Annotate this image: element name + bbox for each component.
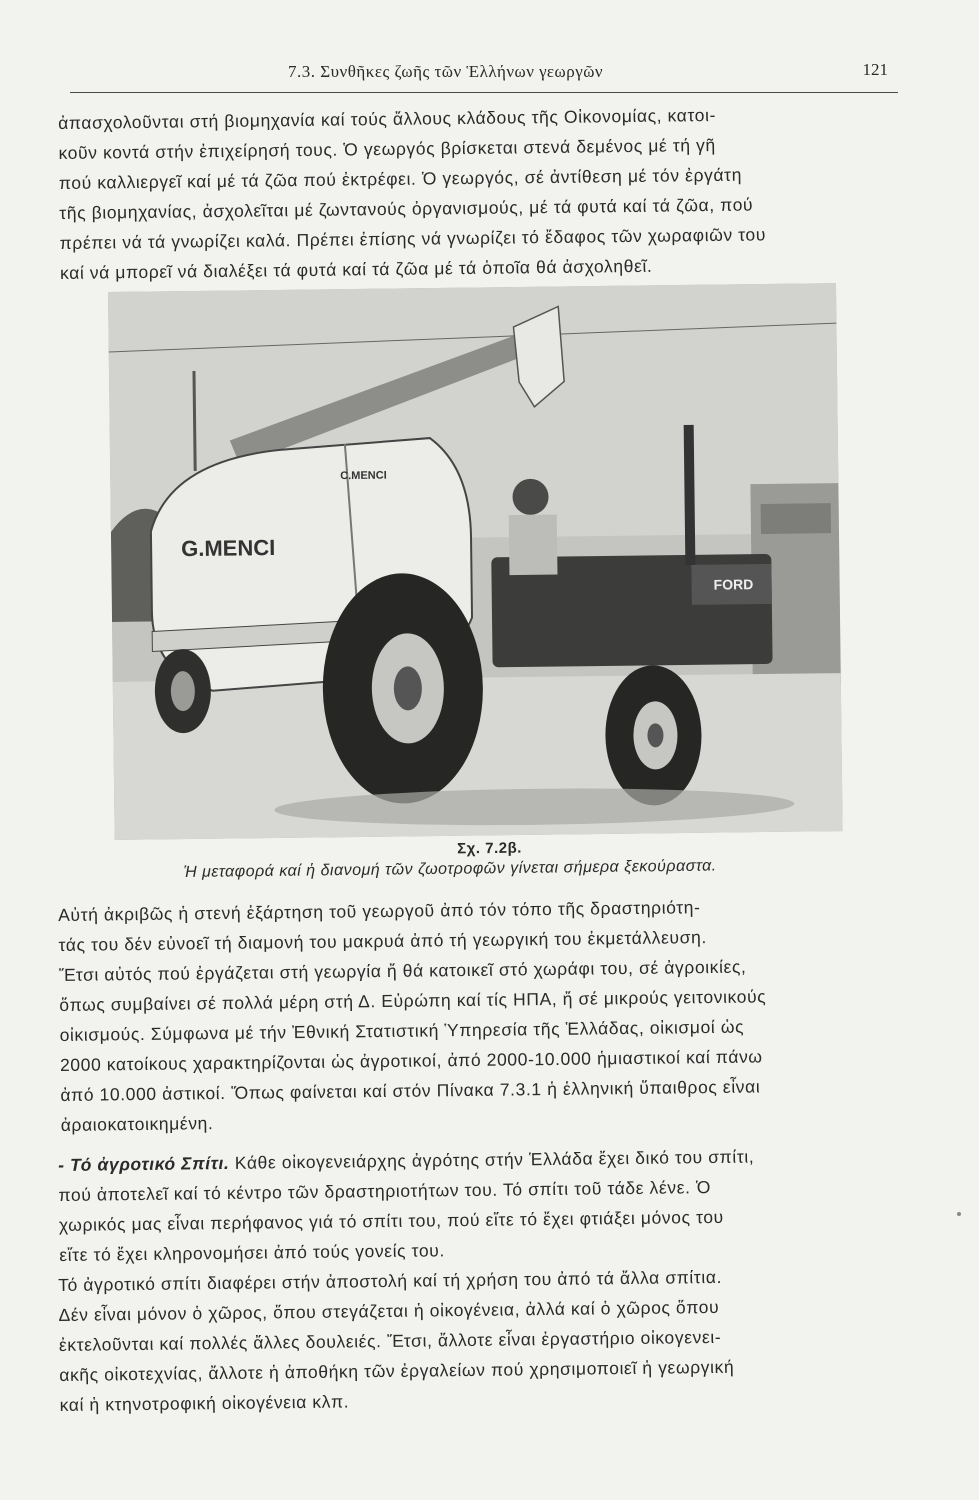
figure-caption: Ἡ μεταφορά καί ἡ διανομή τῶν ζωοτροφῶν γίνεται σήμερα ξεκούραστα. xyxy=(183,857,717,882)
paragraph-2: Αὐτή ἀκριβῶς ἡ στενή ἐξάρτηση τοῦ γεωργοῦ ἀπό τόν τόπο τῆς δραστηριότη- τάς του δέν εὐνοεῖ τή διαμονή του μακρυά ἀπό τή γεωργική του ἐκμετάλλευση. Ἔτσι αὐτός πού ἐργάζεται στή γεωργία ἤ θά κατοικεῖ στό χωράφι του, σέ ἀγροικίες, ὅπως συμβαίνει σέ πολλά μέρη στή Δ. Εὐρώπη καί τίς ΗΠΑ, ἤ σέ μικρούς γειτονικούς οἰκισμούς. Σύμφωνα μέ τήν Ἐθνική Στατιστική Ὑπηρεσία τῆς Ἑλλάδας, οἰκισμοί ὡς 2000 κατοίκους χαρακτηρίζονται ὡς ἀγροτικοί, ἀπό 2000-10.000 ἡμιαστικοί καί πάνω ἀπό 10.000 ἀστικοί. Ὅπως φαίνεται καί στόν Πίνακα 7.3.1 ἡ ἑλληνική ὕπαιθρος εἶναι ἀραιοκατοικημένη. xyxy=(58,897,767,1135)
tank-brand-label: G.MENCI xyxy=(180,534,276,562)
paragraph-3-text: Κάθε οἰκογενειάρχης ἀγρότης στήν Ἑλλάδα ἔχει δικό του σπίτι, πού ἀποτελεῖ καί τό κέντρο τῶν δραστηριοτήτων του. Τό σπίτι τοῦ τάδε λένε. Ὁ χωρικός μας εἶναι περήφανος γιά τό σπίτι του, πού εἴτε τό ἔχει φτιάξει μόνος του εἴτε τό ἔχει κληρονομήσει ἀπό τούς γονείς του. xyxy=(58,1146,755,1265)
tank-brand-small-label: C.MENCI xyxy=(340,469,387,483)
scan-speck xyxy=(957,1212,961,1216)
paragraph-1: ἀπασχολοῦνται στή βιομηχανία καί τούς ἄλλους κλάδους τῆς Οἰκονομίας, κατοι- κοῦν κοντά στήν ἐπιχείρησή τους. Ὁ γεωργός βρίσκεται στενά δεμένος μέ τή γῆ πού καλλιεργεῖ καί μέ τά ζῶα πού ἐκτρέφει. Ὁ γεωργός, σέ ἀντίθεση μέ τόν ἐργάτη τῆς βιομηχανίας, ἀσχολεῖται μέ ζωντανούς ὀργανισμούς, μέ τά φυτά καί τά ζῶα, πού πρέπει νά τά γνωρίζει καλά. Πρέπει ἐπίσης νά γνωρίζει τό ἔδαφος τῶν χωραφιῶν του καί νά μπορεῖ νά διαλέξει τά φυτά καί τά ζῶα μέ τά ὁποῖα θά ἀσχοληθεῖ. xyxy=(58,104,767,283)
figure-label: Σχ. 7.2β. xyxy=(457,839,522,858)
figure-photo xyxy=(108,283,843,840)
running-header xyxy=(70,56,898,93)
tractor-brand-label: FORD xyxy=(713,576,754,593)
section-heading: - Τό ἀγροτικό Σπίτι. xyxy=(58,1152,230,1175)
paragraph-3 xyxy=(58,1140,901,1270)
paragraph-4: Τό ἀγροτικό σπίτι διαφέρει στήν ἀποστολή καί τή χρήση του ἀπό τά ἄλλα σπίτια. Δέν εἶναι μόνον ὁ χῶρος, ὅπου στεγάζεται ἡ οἰκογένεια, ἀλλά καί ὁ χῶρος ὅπου ἐκτελοῦνται καί πολλές ἄλλες δουλειές. Ἔτσι, ἄλλοτε εἶναι ἐργαστήριο οἰκογενει- ακῆς οἰκοτεχνίας, ἄλλοτε ἡ ἀποθήκη τῶν ἐργαλείων πού χρησιμοποιεῖ ἡ γεωργική καί ἡ κτηνοτροφική οἰκογένεια κλπ. xyxy=(58,1266,735,1415)
tractor-photo xyxy=(108,283,843,840)
chapter-title: 7.3. Συνθῆκες ζωῆς τῶν Ἑλλήνων γεωργῶν xyxy=(288,62,604,81)
page-number: 121 xyxy=(862,60,888,79)
